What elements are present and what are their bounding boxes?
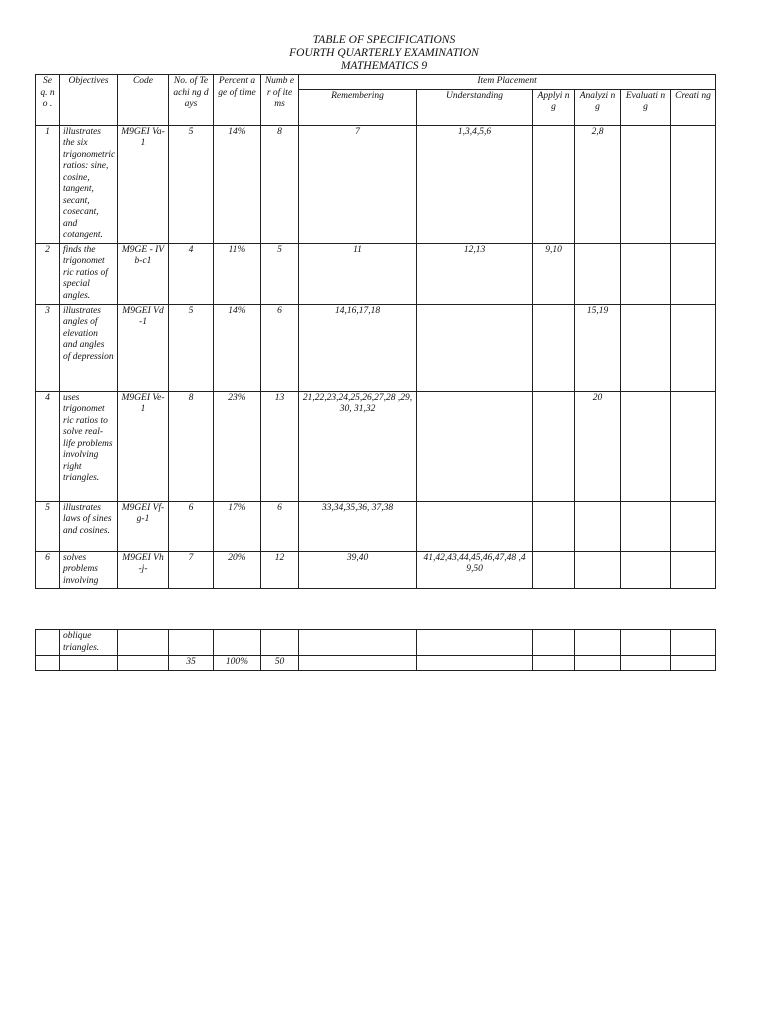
col-header-items: Numb er of items xyxy=(261,75,299,126)
table-cell xyxy=(299,630,417,656)
analyzing-cell xyxy=(575,501,621,551)
understanding-cell: 12,13 xyxy=(417,243,533,304)
code-cell: M9GEI Vd-1 xyxy=(118,304,169,391)
items-cell: 6 xyxy=(261,501,299,551)
understanding-cell: 1,3,4,5,6 xyxy=(417,125,533,243)
table-row xyxy=(36,125,716,243)
col-header-seq: Se q. no . xyxy=(36,75,60,126)
percentage-cell: 11% xyxy=(214,243,261,304)
evaluating-cell xyxy=(621,243,671,304)
teaching-days-cell: 5 xyxy=(169,125,214,243)
col-header-understanding: Understanding xyxy=(417,89,533,125)
table-cell xyxy=(118,656,169,671)
teaching-days-cell: 6 xyxy=(169,501,214,551)
code-cell: M9GEI Vh-j- xyxy=(118,551,169,589)
objective-cell: uses trigonomet ric ratios to solve real-life problems involving right triangles. xyxy=(60,391,118,501)
evaluating-cell xyxy=(621,304,671,391)
percentage-cell: 14% xyxy=(214,125,261,243)
teaching-days-cell: 5 xyxy=(169,304,214,391)
exam-title: FOURTH QUARTERLY EXAMINATION xyxy=(289,47,479,59)
teaching-days-cell: 8 xyxy=(169,391,214,501)
specifications-table xyxy=(35,74,716,589)
analyzing-cell: 2,8 xyxy=(575,125,621,243)
continued-objective: oblique triangles. xyxy=(60,630,118,656)
objective-cell: solves problems involving xyxy=(60,551,118,589)
teaching-days-cell: 4 xyxy=(169,243,214,304)
items-cell: 12 xyxy=(261,551,299,589)
code-cell: M9GEI Ve-1 xyxy=(118,391,169,501)
seq-cell: 3 xyxy=(36,304,60,391)
remembering-cell: 11 xyxy=(299,243,417,304)
table-cell xyxy=(299,656,417,671)
objective-cell: illustrates angles of elevation and angles of depression xyxy=(60,304,118,391)
seq-cell: 5 xyxy=(36,501,60,551)
understanding-cell: 41,42,43,44,45,46,47,48 ,49,50 xyxy=(417,551,533,589)
items-cell: 6 xyxy=(261,304,299,391)
percentage-cell: 17% xyxy=(214,501,261,551)
percentage-cell: 20% xyxy=(214,551,261,589)
col-header-evaluating: Evaluati ng xyxy=(621,89,671,125)
continuation-table xyxy=(35,629,716,671)
seq-cell: 1 xyxy=(36,125,60,243)
understanding-cell xyxy=(417,391,533,501)
remembering-cell: 7 xyxy=(299,125,417,243)
col-header-remembering: Remembering xyxy=(299,89,417,125)
total-percentage: 100% xyxy=(214,656,261,671)
table-cell xyxy=(671,630,716,656)
remembering-cell: 21,22,23,24,25,26,27,28 ,29,30, 31,32 xyxy=(299,391,417,501)
table-cell xyxy=(621,656,671,671)
analyzing-cell xyxy=(575,551,621,589)
applying-cell xyxy=(533,391,575,501)
table-cell xyxy=(533,656,575,671)
creating-cell xyxy=(671,304,716,391)
table-row xyxy=(36,243,716,304)
applying-cell xyxy=(533,551,575,589)
percentage-cell: 14% xyxy=(214,304,261,391)
seq-cell: 4 xyxy=(36,391,60,501)
evaluating-cell xyxy=(621,551,671,589)
analyzing-cell: 15,19 xyxy=(575,304,621,391)
document-title: TABLE OF SPECIFICATIONS xyxy=(312,34,456,46)
evaluating-cell xyxy=(621,501,671,551)
seq-cell: 6 xyxy=(36,551,60,589)
table-cell xyxy=(36,656,60,671)
evaluating-cell xyxy=(621,125,671,243)
total-teaching-days: 35 xyxy=(169,656,214,671)
creating-cell xyxy=(671,551,716,589)
remembering-cell: 39,40 xyxy=(299,551,417,589)
creating-cell xyxy=(671,501,716,551)
evaluating-cell xyxy=(621,391,671,501)
code-cell: M9GEI Va-1 xyxy=(118,125,169,243)
table-cell xyxy=(575,630,621,656)
col-header-percentage: Percent age of time xyxy=(214,75,261,126)
analyzing-cell xyxy=(575,243,621,304)
applying-cell xyxy=(533,304,575,391)
col-header-applying: Applyi ng xyxy=(533,89,575,125)
col-header-analyzing: Analyzi ng xyxy=(575,89,621,125)
applying-cell xyxy=(533,501,575,551)
subject-title: MATHEMATICS 9 xyxy=(340,60,428,72)
code-cell: M9GE - IVb-c1 xyxy=(118,243,169,304)
remembering-cell: 33,34,35,36, 37,38 xyxy=(299,501,417,551)
table-cell xyxy=(118,630,169,656)
table-row xyxy=(36,501,716,551)
creating-cell xyxy=(671,125,716,243)
table-row xyxy=(36,304,716,391)
continuation-row xyxy=(36,630,716,656)
objective-cell: finds the trigonomet ric ratios of special angles. xyxy=(60,243,118,304)
header-row xyxy=(36,75,716,90)
items-cell: 5 xyxy=(261,243,299,304)
table-cell xyxy=(261,630,299,656)
table-cell xyxy=(214,630,261,656)
totals-row xyxy=(36,656,716,671)
creating-cell xyxy=(671,391,716,501)
analyzing-cell: 20 xyxy=(575,391,621,501)
creating-cell xyxy=(671,243,716,304)
col-header-creating: Creati ng xyxy=(671,89,716,125)
seq-cell: 2 xyxy=(36,243,60,304)
table-cell xyxy=(417,656,533,671)
col-header-teaching-days: No. of Teachi ng days xyxy=(169,75,214,126)
table-row xyxy=(36,391,716,501)
table-cell xyxy=(671,656,716,671)
items-cell: 8 xyxy=(261,125,299,243)
table-cell xyxy=(533,630,575,656)
table-cell xyxy=(60,656,118,671)
col-header-code: Code xyxy=(118,75,169,126)
col-header-objectives: Objectives xyxy=(60,75,118,126)
total-items: 50 xyxy=(261,656,299,671)
applying-cell: 9,10 xyxy=(533,243,575,304)
items-cell: 13 xyxy=(261,391,299,501)
understanding-cell xyxy=(417,501,533,551)
remembering-cell: 14,16,17,18 xyxy=(299,304,417,391)
teaching-days-cell: 7 xyxy=(169,551,214,589)
objective-cell: illustrates laws of sines and cosines. xyxy=(60,501,118,551)
col-header-item-placement: Item Placement xyxy=(299,75,716,90)
applying-cell xyxy=(533,125,575,243)
table-cell xyxy=(621,630,671,656)
table-cell xyxy=(417,630,533,656)
table-cell xyxy=(36,630,60,656)
table-cell xyxy=(575,656,621,671)
understanding-cell xyxy=(417,304,533,391)
code-cell: M9GEI Vf-g-1 xyxy=(118,501,169,551)
percentage-cell: 23% xyxy=(214,391,261,501)
table-row xyxy=(36,551,716,589)
objective-cell: illustrates the six trigonometric ratios: sine, cosine, tangent, secant, cosecant, and cotangent. xyxy=(60,125,118,243)
table-cell xyxy=(169,630,214,656)
